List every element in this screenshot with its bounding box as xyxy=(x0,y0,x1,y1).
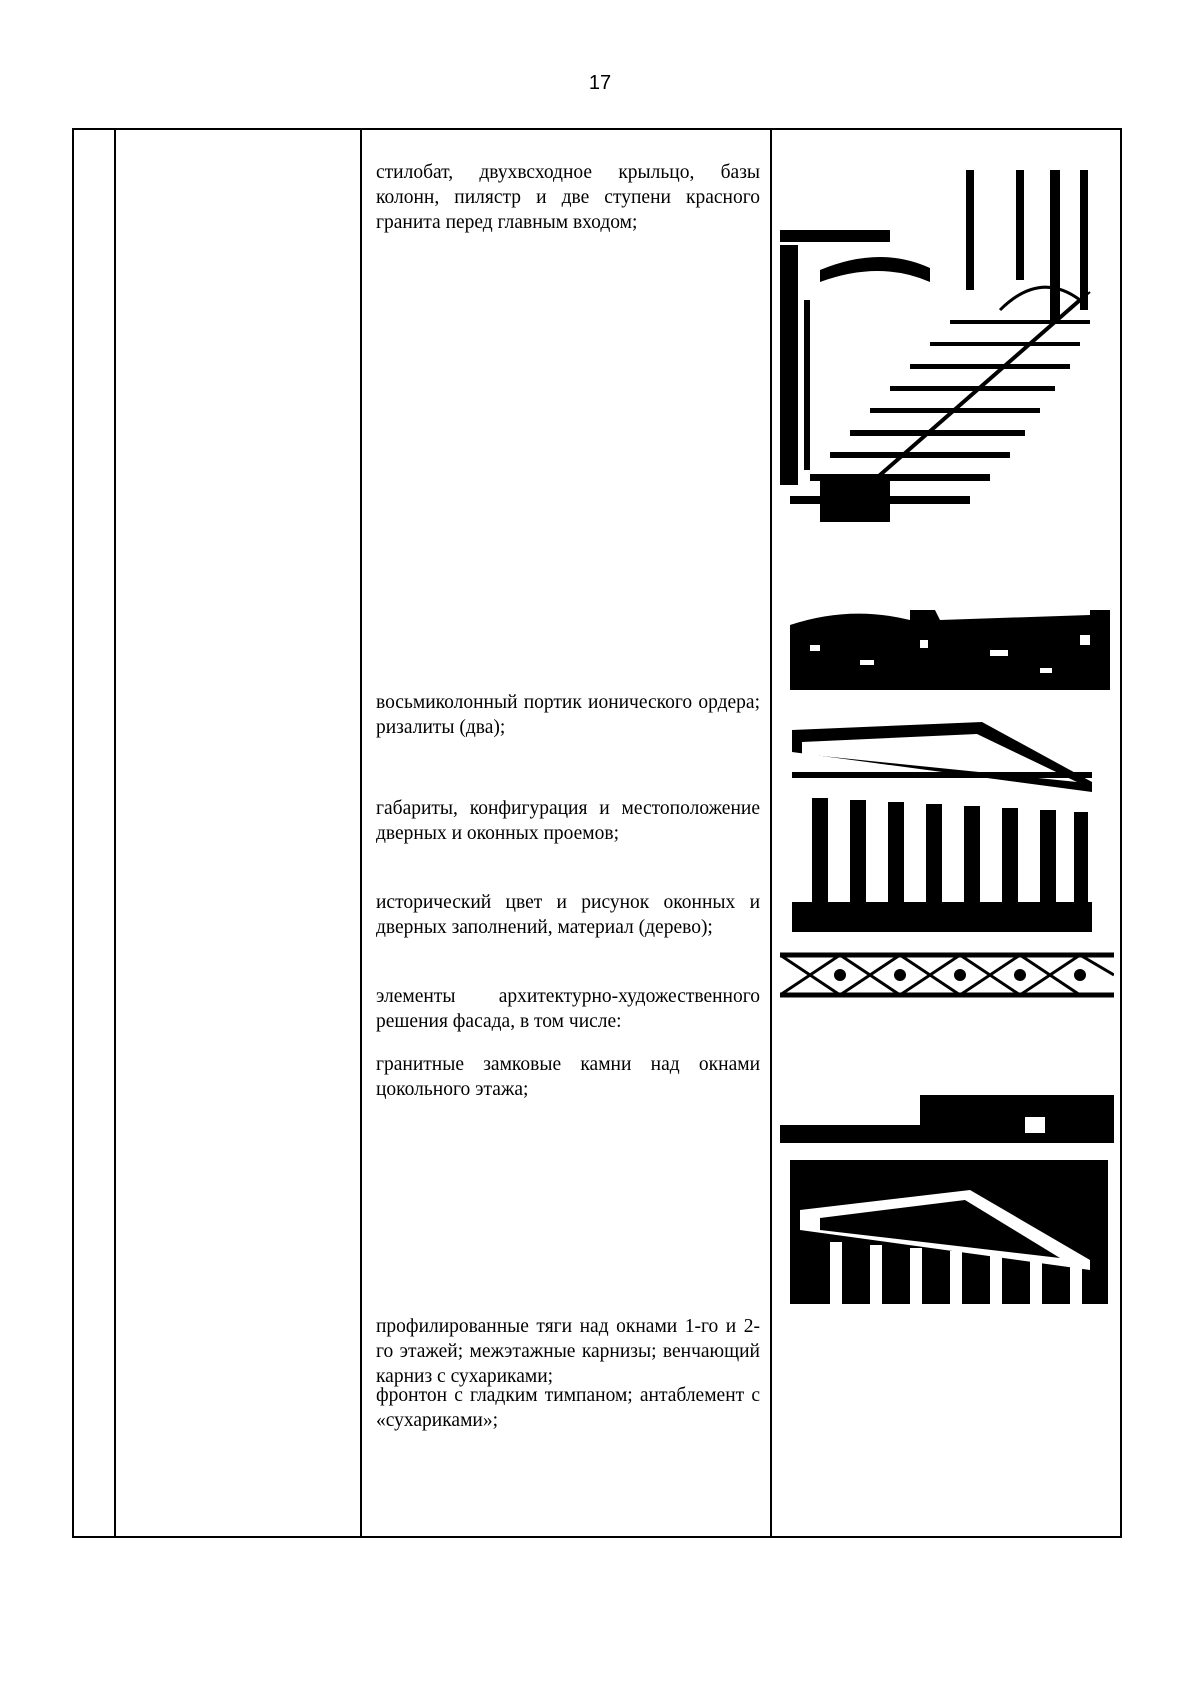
text-stylobate: стилобат, двухвсходное крыльцо, базы колонн, пилястр и две ступени красного гранита перед главным входом; xyxy=(376,162,760,233)
text-portico: восьмиколонный портик ионического ордера; ризалиты (два); xyxy=(376,692,760,738)
text-facade-elements: элементы архитектурно-художественного решения фасада, в том числе: xyxy=(376,986,760,1032)
column-divider xyxy=(770,130,772,1536)
staircase-photo xyxy=(780,150,1114,522)
text-pediment: фронтон с гладким тимпаном; антаблемент с «сухариками»; xyxy=(376,1385,760,1431)
keystone-photo xyxy=(780,945,1114,1143)
pediment-photo xyxy=(790,1160,1108,1304)
page-number: 17 xyxy=(588,72,612,94)
plinth-photo xyxy=(790,550,1110,690)
text-openings: габариты, конфигурация и местоположение дверных и оконных проемов; xyxy=(376,798,760,844)
column-divider xyxy=(114,130,116,1536)
column-divider xyxy=(360,130,362,1536)
text-keystones: гранитные замковые камни над окнами цокольного этажа; xyxy=(376,1054,760,1100)
portico-photo xyxy=(792,712,1102,932)
text-cornices: профилированные тяги над окнами 1-го и 2-го этажей; межэтажные карнизы; венчающий карниз с сухариками; xyxy=(376,1316,760,1387)
heritage-table xyxy=(72,128,1122,1538)
text-window-fillings: исторический цвет и рисунок оконных и дверных заполнений, материал (дерево); xyxy=(376,892,760,938)
